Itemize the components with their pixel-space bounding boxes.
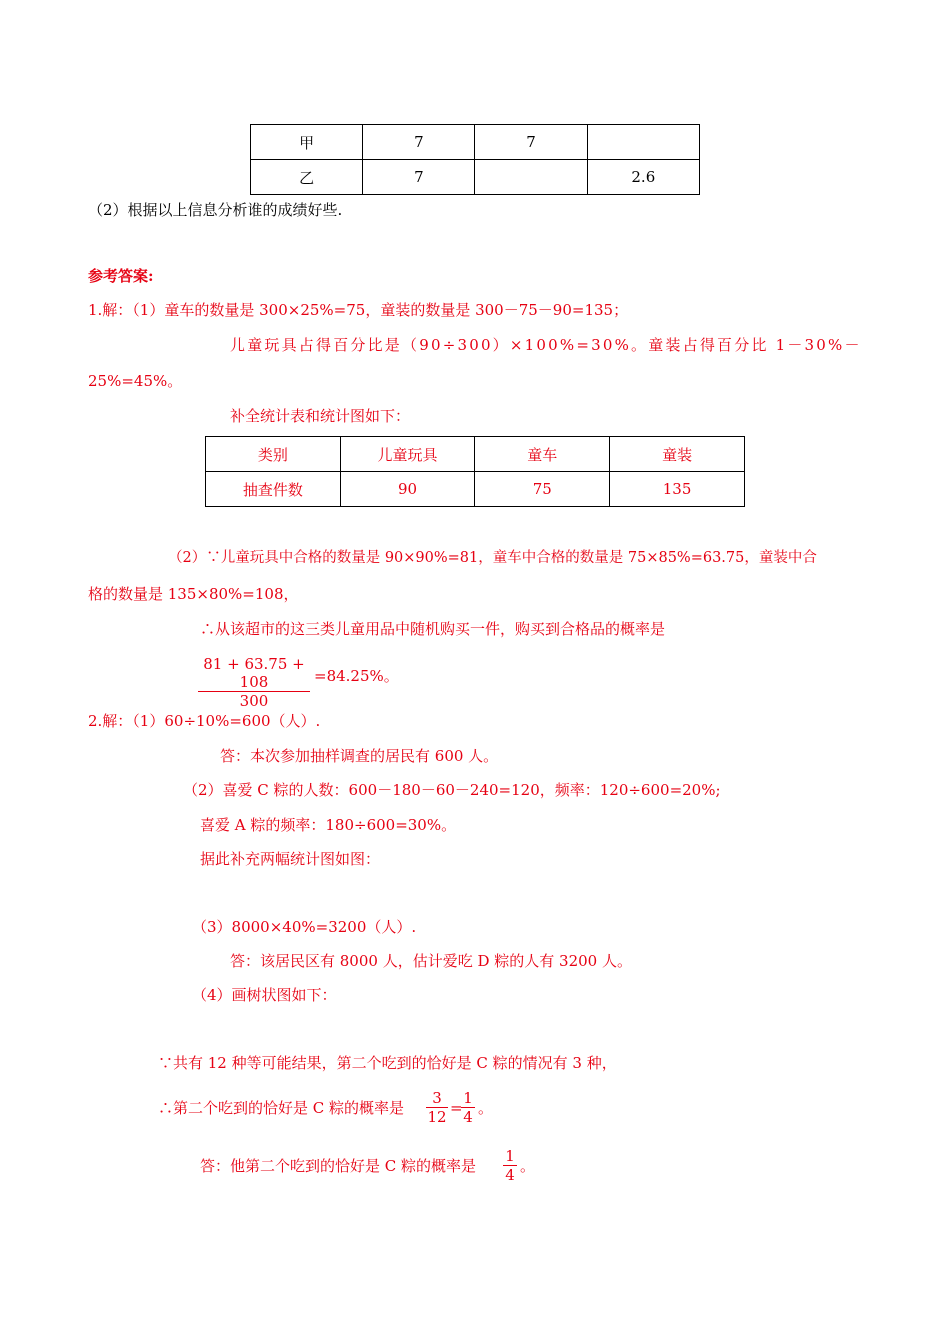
table-cell: [587, 125, 699, 160]
fraction-1-4: [461, 1089, 475, 1126]
table-header: 类别: [206, 437, 341, 472]
a1-line4: 补全统计表和统计图如下：: [230, 407, 411, 425]
fraction-1-4-answer: [503, 1147, 517, 1184]
fraction-denominator: 4: [505, 1166, 515, 1184]
fraction-denominator: 300: [239, 692, 269, 710]
a1-line2: 儿童玩具占得百分比是（90÷300）×100%=30%。童装占得百分比 1－30%－: [230, 336, 862, 354]
a2-line2: 答：本次参加抽样调查的居民有 600 人。: [220, 747, 499, 765]
table-cell: 乙: [251, 160, 363, 195]
fraction-denominator: 4: [463, 1108, 473, 1126]
question-2: （2）根据以上信息分析谁的成绩好些.: [88, 201, 343, 219]
answer-heading: 参考答案:: [88, 267, 154, 285]
table-cell: 135: [610, 472, 745, 507]
a1-line1: 1.解：（1）童车的数量是 300×25%=75，童装的数量是 300－75－90=135；: [88, 301, 629, 319]
end-mark: 。: [478, 1099, 494, 1117]
table-header: 童装: [610, 437, 745, 472]
probability-fraction: [198, 655, 310, 710]
fraction-numerator: 1: [505, 1147, 515, 1165]
a1-line3: 25%=45%。: [88, 372, 183, 390]
end-mark: 。: [520, 1157, 536, 1175]
table-cell: [475, 160, 587, 195]
a2-line9: ∵共有 12 种等可能结果，第二个吃到的恰好是 C 粽的情况有 3 种，: [158, 1054, 617, 1072]
fraction-denominator: 12: [427, 1108, 447, 1126]
equals-sign: =: [450, 1099, 463, 1117]
fraction-numerator: 3: [432, 1089, 442, 1107]
a2-line11: 答：他第二个吃到的恰好是 C 粽的概率是: [200, 1157, 477, 1175]
fraction-numerator: 81 + 63.75 + 108: [203, 655, 305, 691]
a2-line4: 喜爱 A 粽的频率：180÷600=30%。: [200, 816, 457, 834]
stats-table: [205, 436, 745, 507]
a2-line10: ∴第二个吃到的恰好是 C 粽的概率是: [158, 1099, 405, 1117]
a1-line6: 格的数量是 135×80%=108，: [88, 585, 299, 603]
table-cell: 2.6: [587, 160, 699, 195]
fraction-result: =84.25%。: [314, 667, 399, 685]
a2-line7: 答：该居民区有 8000 人，估计爱吃 D 粽的人有 3200 人。: [230, 952, 632, 970]
fraction-numerator: 1: [463, 1089, 473, 1107]
table-cell: 抽查件数: [206, 472, 341, 507]
score-table: [250, 124, 700, 195]
a2-line5: 据此补充两幅统计图如图：: [200, 850, 381, 868]
table-cell: 7: [475, 125, 587, 160]
a2-line8: （4）画树状图如下：: [192, 986, 337, 1004]
a2-line6: （3）8000×40%=3200（人）.: [192, 918, 417, 936]
a2-line3: （2）喜爱 C 粽的人数：600－180－60－240=120，频率：120÷600=20%;: [183, 781, 721, 799]
fraction-3-12: [426, 1089, 448, 1126]
a2-line1: 2.解：（1）60÷10%=600（人）.: [88, 712, 321, 730]
a1-line7: ∴从该超市的这三类儿童用品中随机购买一件，购买到合格品的概率是: [200, 620, 666, 638]
table-cell: 甲: [251, 125, 363, 160]
table-cell: 7: [363, 125, 475, 160]
a1-line5: （2）∵儿童玩具中合格的数量是 90×90%=81，童车中合格的数量是 75×85%=63.75，童装中合: [168, 550, 817, 566]
table-cell: 90: [340, 472, 475, 507]
table-cell: 7: [363, 160, 475, 195]
table-header: 童车: [475, 437, 610, 472]
table-header: 儿童玩具: [340, 437, 475, 472]
table-cell: 75: [475, 472, 610, 507]
